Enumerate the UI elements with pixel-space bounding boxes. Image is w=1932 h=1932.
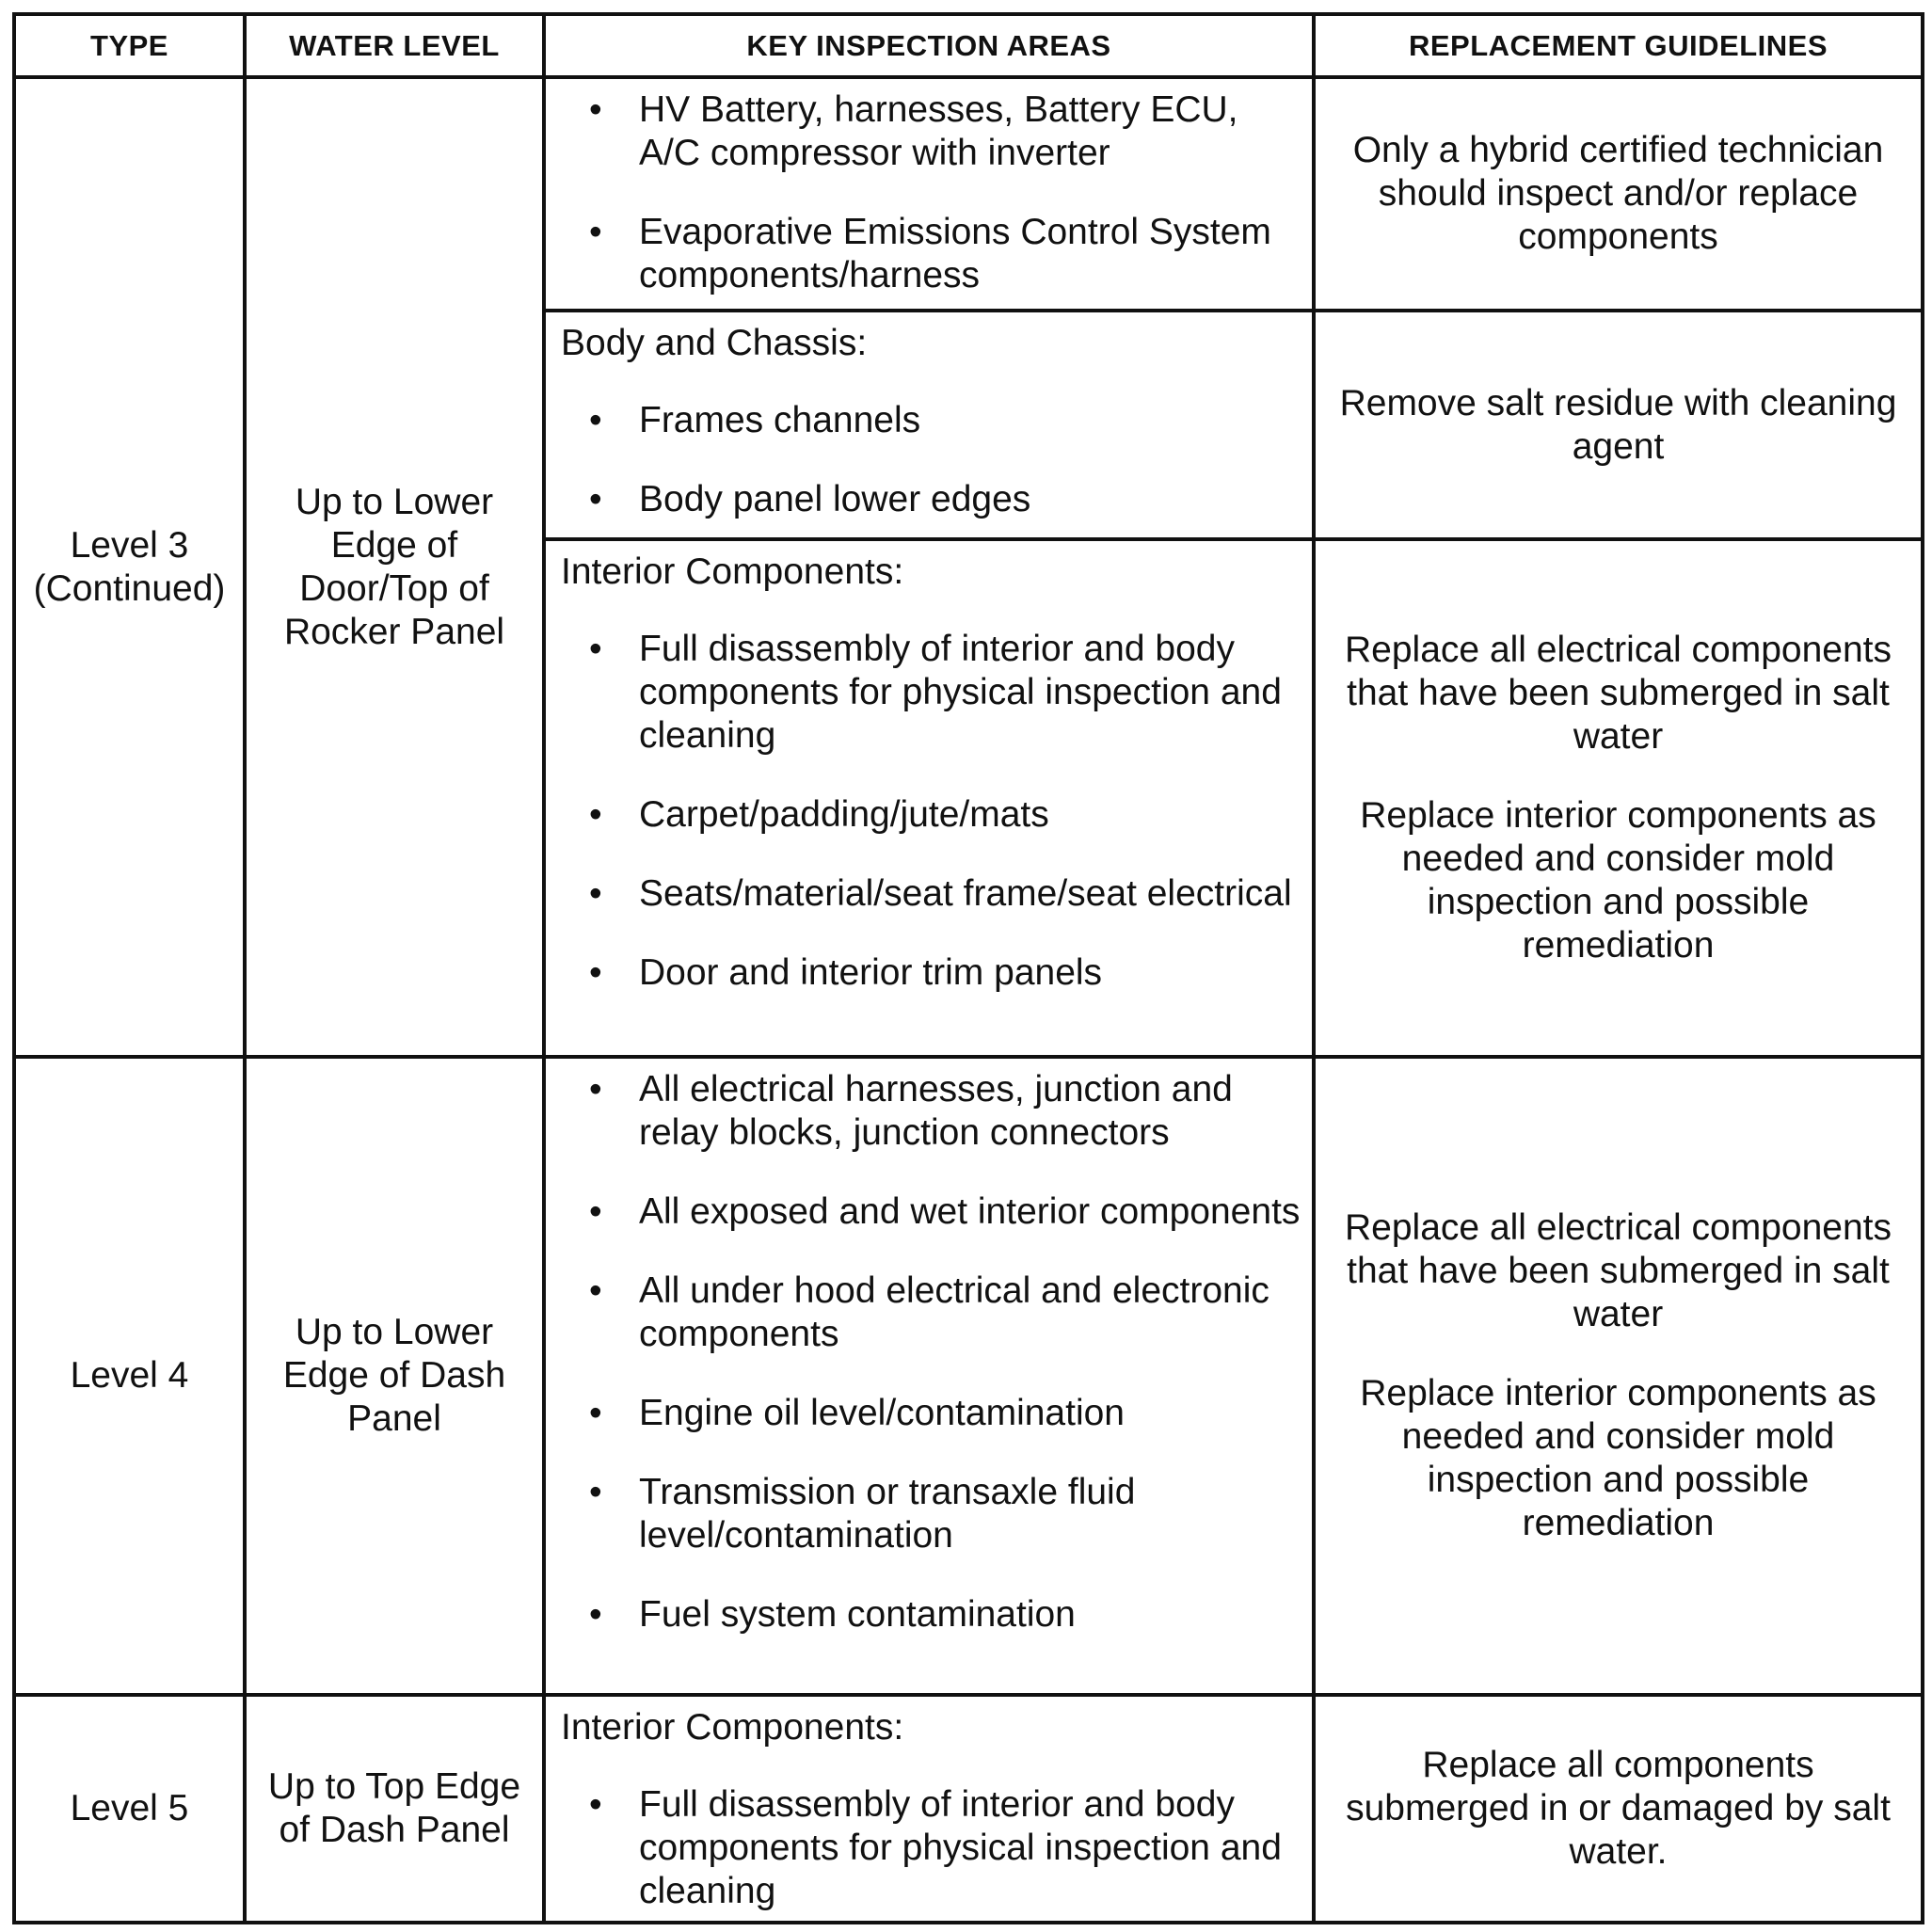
level4-type-cell: Level 4 — [14, 1057, 245, 1695]
list-item: • All electrical harnesses, junction and relay blocks, junction connectors — [589, 1069, 1233, 1153]
water-level-column-header: WATER LEVEL — [245, 14, 544, 77]
bullet-icon: • — [589, 212, 602, 252]
list-item: • Carpet/padding/jute/mats — [589, 794, 1049, 835]
list-item: • Transmission or transaxle fluid level/contamination — [589, 1472, 1136, 1556]
level3-water-level-cell: Up to Lower Edge of Door/Top of Rocker Panel — [245, 77, 544, 1057]
interior-components-heading: Interior Components: — [561, 1707, 904, 1748]
level5-areas-cell — [544, 1695, 1314, 1923]
bullet-icon: • — [589, 89, 602, 130]
level4-water-level-cell: Up to Lower Edge of Dash Panel — [245, 1057, 544, 1695]
list-item: • Engine oil level/contamination — [589, 1393, 1125, 1433]
bullet-icon: • — [589, 1270, 602, 1311]
list-item: • All under hood electrical and electronic components — [589, 1270, 1269, 1354]
list-item: • All exposed and wet interior components — [589, 1191, 1301, 1232]
level3-interior-list — [561, 628, 1302, 995]
level3-hybrid-areas-cell — [544, 77, 1314, 311]
level3-interior-guideline-cell — [1314, 539, 1923, 1057]
level4-list — [561, 1068, 1302, 1637]
body-chassis-heading: Body and Chassis: — [561, 323, 868, 363]
level3-interior-areas-cell — [544, 539, 1314, 1057]
level3-body-list — [561, 399, 1302, 521]
bullet-icon: • — [589, 794, 602, 835]
guideline-paragraph: Replace interior components as needed and consider mold inspection and possible remediation — [1360, 795, 1876, 966]
level5-water-level-cell: Up to Top Edge of Dash Panel — [245, 1695, 544, 1923]
key-areas-column-header: KEY INSPECTION AREAS — [544, 14, 1314, 77]
level3-hybrid-guideline-cell: Only a hybrid certified technician should inspect and/or replace components — [1314, 77, 1923, 311]
interior-components-heading: Interior Components: — [561, 551, 904, 592]
level5-type-cell: Level 5 — [14, 1695, 245, 1923]
level3-hybrid-row — [14, 77, 1923, 311]
list-item: • Full disassembly of interior and body components for physical inspection and cleaning — [589, 629, 1282, 756]
bullet-icon: • — [589, 952, 602, 993]
bullet-icon: • — [589, 1472, 602, 1512]
list-item: • Evaporative Emissions Control System components/harness — [589, 212, 1271, 295]
list-item: • Seats/material/seat frame/seat electrical — [589, 873, 1292, 914]
bullet-icon: • — [589, 479, 602, 519]
guidelines-column-header: REPLACEMENT GUIDELINES — [1314, 14, 1923, 77]
level3-hybrid-list — [561, 88, 1302, 297]
bullet-icon: • — [589, 873, 602, 914]
level4-guideline-cell — [1314, 1057, 1923, 1695]
guideline-paragraph: Replace all electrical components that have been submerged in salt water — [1345, 1207, 1892, 1334]
bullet-icon: • — [589, 1594, 602, 1635]
list-item: • Full disassembly of interior and body components for physical inspection and cleaning — [589, 1784, 1282, 1911]
header-row — [14, 14, 1923, 77]
bullet-icon: • — [589, 1784, 602, 1825]
guideline-paragraph: Replace all electrical components that have been submerged in salt water — [1345, 630, 1892, 757]
bullet-icon: • — [589, 1069, 602, 1110]
list-item: • Door and interior trim panels — [589, 952, 1103, 993]
type-column-header: TYPE — [14, 14, 245, 77]
list-item: • Frames channels — [589, 400, 921, 440]
level5-row — [14, 1695, 1923, 1923]
bullet-icon: • — [589, 629, 602, 669]
list-item: • Fuel system contamination — [589, 1594, 1076, 1635]
list-item: • HV Battery, harnesses, Battery ECU, A/C compressor with inverter — [589, 89, 1238, 173]
level3-body-areas-cell — [544, 311, 1314, 539]
guideline-paragraph: Replace interior components as needed and consider mold inspection and possible remediation — [1360, 1373, 1876, 1543]
salt-water-flood-inspection-table — [12, 12, 1924, 1924]
bullet-icon: • — [589, 1393, 602, 1433]
bullet-icon: • — [589, 1191, 602, 1232]
bullet-icon: • — [589, 400, 602, 440]
level5-list — [561, 1783, 1302, 1913]
level4-row — [14, 1057, 1923, 1695]
level5-guideline-cell: Replace all components submerged in or damaged by salt water. — [1314, 1695, 1923, 1923]
level3-type-cell: Level 3 (Continued) — [14, 77, 245, 1057]
level3-body-guideline-cell: Remove salt residue with cleaning agent — [1314, 311, 1923, 539]
list-item: • Body panel lower edges — [589, 479, 1031, 519]
level4-areas-cell — [544, 1057, 1314, 1695]
